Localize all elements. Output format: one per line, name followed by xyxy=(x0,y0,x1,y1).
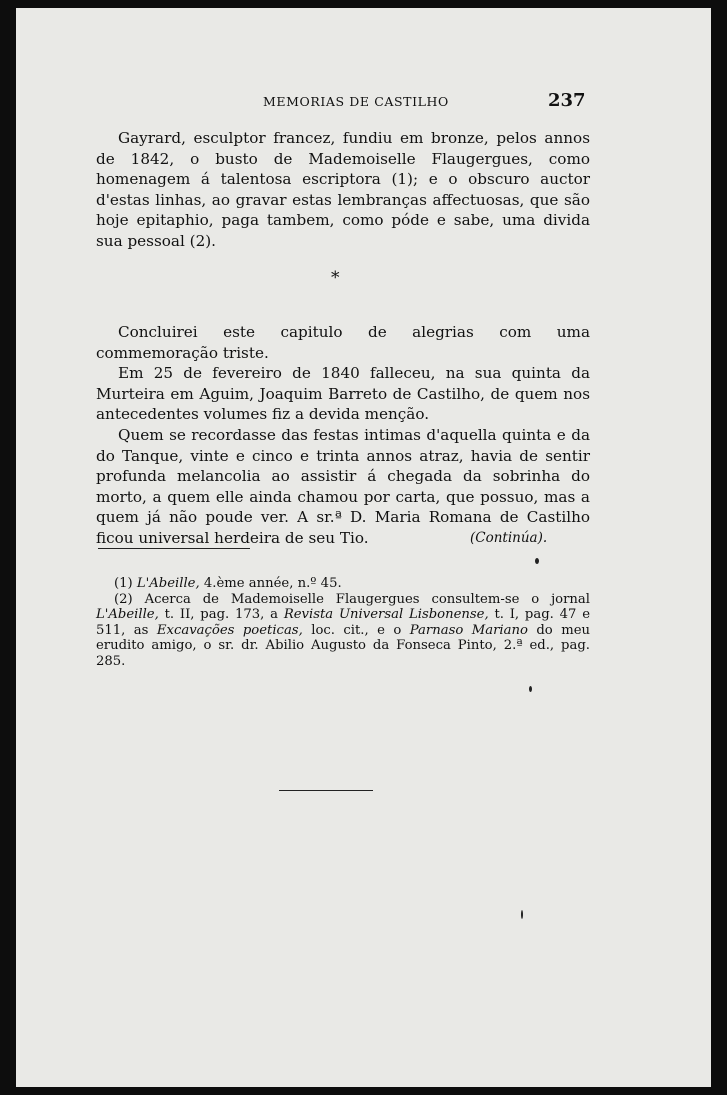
ink-speck xyxy=(521,910,523,919)
footnote-text: 4.ème année, n.º 45. xyxy=(199,576,342,591)
book-page xyxy=(16,8,711,1087)
paragraph: Em 25 de fevereiro de 1840 falleceu, na sua quinta da Murteira em Aguim, Joaquim Barreto de Castilho, de quem nos antecedentes volumes fiz a devida menção. xyxy=(96,364,590,424)
ink-speck xyxy=(529,686,532,692)
footnote-work-title: Parnaso Mariano xyxy=(409,622,528,638)
footnote-marker: (2) xyxy=(114,591,145,607)
page-header xyxy=(16,90,711,116)
end-divider xyxy=(279,790,373,791)
footnote-work-title: L'Abeille, xyxy=(136,576,200,591)
section-gayrard xyxy=(96,128,590,252)
section-commemoration xyxy=(96,322,590,549)
continua-note: (Continúa). xyxy=(470,530,548,546)
footnote-1 xyxy=(96,576,590,592)
footnote-work-title: L'Abeille, xyxy=(96,607,159,623)
footnote-divider xyxy=(98,548,250,549)
footnote-work-title: Revista Universal Lisbonense, xyxy=(283,607,489,623)
page-number: 237 xyxy=(548,90,586,111)
paragraph: Quem se recordasse das festas intimas d'aquella quinta e da do Tanque, vinte e cinco e trinta annos atraz, havia de sentir profunda melancolia ao assistir á chegada da sobrinha do morto, a quem elle ainda chamou por carta, que possuo, mas a quem já não poude ver. A sr.ª D. Maria Romana de Castilho ficou universal herdeira de seu Tio. xyxy=(96,425,590,547)
footnote-text: do meu erudito amigo, o sr. dr. Abilio Augusto da Fonseca Pinto, 2.ª ed., pag. 285. xyxy=(96,622,590,669)
footnote-text: t. I, pag. 47 e 511, as xyxy=(96,607,591,638)
footnotes xyxy=(96,576,590,670)
footnote-2 xyxy=(96,592,590,670)
section-asterism: * xyxy=(331,268,340,288)
footnote-marker: (1) xyxy=(114,576,137,591)
footnote-text: loc. cit., e o xyxy=(302,622,410,638)
footnote-text: t. II, pag. 173, a xyxy=(158,607,284,623)
paragraph: Concluirei este capitulo de alegrias com uma commemoração triste. xyxy=(96,323,590,362)
ink-speck xyxy=(535,558,539,564)
paragraph: Gayrard, esculptor francez, fundiu em bronze, pelos annos de 1842, o busto de Mademoiselle Flaugergues, como homenagem á talentosa escriptora (1); e o obscuro auctor d'estas linhas, ao gravar estas lembranças affectuosas, que são hoje epitaphio, paga tambem, como póde e sabe, uma divida sua pessoal (2). xyxy=(96,129,590,250)
running-title: MEMORIAS DE CASTILHO xyxy=(263,94,449,109)
footnote-text: Acerca de Mademoiselle Flaugergues consultem-se o jornal xyxy=(144,591,590,607)
footnote-work-title: Excavações poeticas, xyxy=(156,622,303,638)
